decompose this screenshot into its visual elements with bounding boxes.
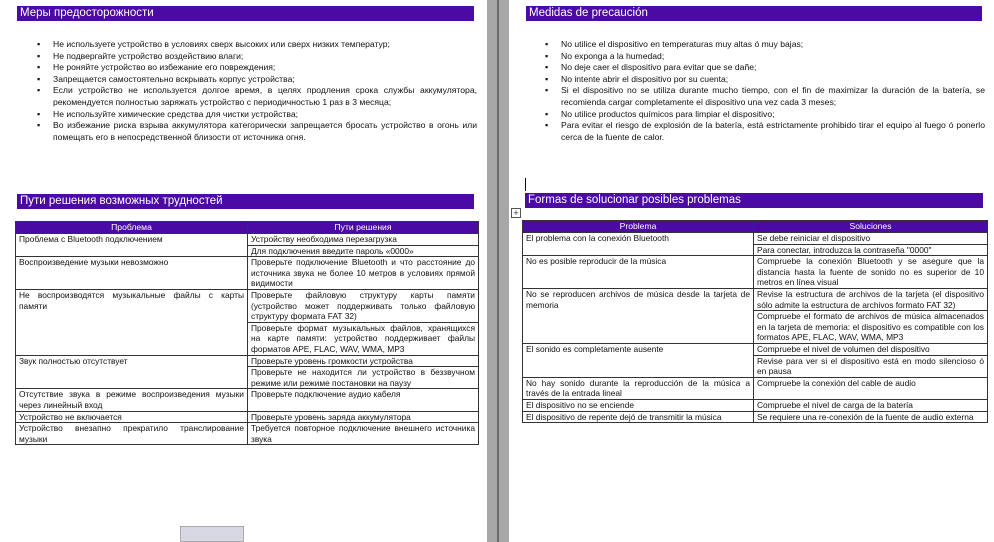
table-row — [16, 389, 479, 411]
problem-cell: Не воспроизводятся музыкальные файлы с карты памяти — [16, 289, 248, 355]
column-header-solutions: Soluciones — [754, 221, 988, 233]
problem-cell: El dispositivo no se enciende — [523, 399, 754, 411]
solution-cell: Compruebe el nivel de volumen del dispositivo — [754, 343, 988, 355]
solution-cell: Se requiere una re-conexión de la fuente de audio externa — [754, 411, 988, 423]
column-header-problem: Проблема — [16, 222, 248, 234]
solution-cell: Compruebe la conexión del cable de audio — [754, 377, 988, 399]
list-item: ▪ Не подвергайте устройство воздействию влаги; — [37, 51, 477, 63]
solution-cell: Проверьте подключение аудио кабеля — [248, 389, 479, 411]
table-row — [523, 343, 988, 355]
table-row — [16, 289, 479, 322]
precautions-list — [37, 39, 477, 143]
problem-cell: Устройство внезапно прекратило транслирование музыки — [16, 423, 248, 445]
table-row — [523, 399, 988, 411]
solution-cell: Проверьте уровень громкости устройства — [248, 355, 479, 367]
list-item: ▪ Если устройство не используется долгое время, в целях продления срока службы аккумулятора, рекомендуется полностью заряжать устройство с периодичностью 1 раз в 3 месяца; — [37, 85, 477, 108]
list-item: ▪ No deje caer el dispositivo para evitar que se dañe; — [545, 62, 985, 74]
problem-cell: Отсутствие звука в режиме воспроизведения музыки через линейный вход — [16, 389, 248, 411]
problem-cell: El sonido es completamente ausente — [523, 343, 754, 377]
list-item: ▪ No intente abrir el dispositivo por su cuenta; — [545, 74, 985, 86]
table-move-handle-icon[interactable]: + — [511, 208, 521, 218]
problem-cell: Устройство не включается — [16, 411, 248, 423]
solution-cell: Проверьте уровень заряда аккумулятора — [248, 411, 479, 423]
text-cursor — [525, 178, 526, 191]
list-item: ▪ Запрещается самостоятельно вскрывать корпус устройства; — [37, 74, 477, 86]
problem-cell: Проблема с Bluetooth подключением — [16, 234, 248, 257]
problem-cell: Воспроизведение музыки невозможно — [16, 257, 248, 290]
table-row — [523, 377, 988, 399]
solution-cell: Para conectar, introduzca la contraseña "0000" — [754, 244, 988, 256]
list-item: ▪ No exponga a la humedad; — [545, 51, 985, 63]
problem-cell: El problema con la conexión Bluetooth — [523, 233, 754, 256]
problem-cell: El dispositivo de repente dejó de transmitir la música — [523, 411, 754, 423]
solution-cell: Проверьте подключение Bluetooth и что расстояние до источника звука не более 10 метров в условиях прямой видимости — [248, 257, 479, 290]
table-row — [16, 234, 479, 246]
page-divider — [497, 0, 499, 542]
precautions-list — [545, 39, 985, 143]
table-row — [523, 411, 988, 423]
table-row — [16, 423, 479, 445]
column-header-problem: Problema — [523, 221, 754, 233]
solution-cell: Compruebe el nivel de carga de la batería — [754, 399, 988, 411]
solution-cell: Проверьте файловую структуру карты памяти (устройство может поддерживать только файловую структуру формата FAT 32) — [248, 289, 479, 322]
problem-cell: No hay sonido durante la reproducción de la música a través de la entrada lineal — [523, 377, 754, 399]
troubleshooting-table — [15, 221, 479, 445]
table-row — [16, 355, 479, 367]
table-row — [16, 257, 479, 290]
list-item: ▪ Не роняйте устройство во избежание его повреждения; — [37, 62, 477, 74]
solution-cell: Revise para ver si el dispositivo está en modo silencioso ó en pausa — [754, 355, 988, 377]
section-header-troubleshooting: Formas de solucionar posibles problemas — [525, 193, 983, 208]
section-header-precautions: Medidas de precaución — [526, 6, 982, 21]
section-header-precautions: Меры предосторожности — [17, 6, 474, 21]
solution-cell: Устройству необходима перезагрузка — [248, 234, 479, 246]
table-row — [523, 288, 988, 310]
list-item: ▪ Si el dispositivo no se utiliza durante mucho tiempo, con el fin de maximizar la duración de la batería, se recomienda cargar completamente el dispositivo una vez cada 3 meses; — [545, 85, 985, 108]
troubleshooting-table — [522, 220, 988, 423]
solution-cell: Compruebe el formato de archivos de música almacenados en la tarjeta de memoria: el dispositivo es compatible con los formatos APE, FLAC, WAV, WMA, MP3 — [754, 311, 988, 344]
table-row — [523, 233, 988, 245]
table-row — [16, 411, 479, 423]
list-item: ▪ Во избежание риска взрыва аккумулятора категорически запрещается бросать устройство в огонь или помещать его в непосредственной близости от источника огня. — [37, 120, 477, 143]
solution-cell: Compruebe la conexión Bluetooth y se asegure que la distancia hasta la fuente de sonido no es superior de 10 metros en línea visual — [754, 256, 988, 289]
list-item: ▪ Para evitar el riesgo de explosión de la batería, está estrictamente prohibido tirar el equipo al fuego ó ponerlo cerca de la fuente de calor. — [545, 120, 985, 143]
list-item: ▪ Не используйте химические средства для чистки устройства; — [37, 109, 477, 121]
section-header-troubleshooting: Пути решения возможных трудностей — [17, 194, 474, 209]
thumbnail-preview — [180, 526, 244, 542]
document-page-right — [509, 0, 994, 542]
problem-cell: No se reproducen archivos de música desde la tarjeta de memoria — [523, 288, 754, 343]
column-header-solutions: Пути решения — [248, 222, 479, 234]
solution-cell: Для подключения введите пароль «0000» — [248, 245, 479, 257]
solution-cell: Проверьте не находится ли устройство в беззвучном режиме или режиме постановки на паузу — [248, 367, 479, 389]
problem-cell: No es posible reproducir de la música — [523, 256, 754, 289]
list-item: ▪ No utilice productos químicos para limpiar el dispositivo; — [545, 109, 985, 121]
solution-cell: Требуется повторное подключение внешнего источника звука — [248, 423, 479, 445]
table-row — [523, 256, 988, 289]
problem-cell: Звук полностью отсутствует — [16, 355, 248, 389]
list-item: ▪ No utilice el dispositivo en temperaturas muy altas ó muy bajas; — [545, 39, 985, 51]
list-item: ▪ Не используете устройство в условиях сверх высоких или сверх низких температур; — [37, 39, 477, 51]
page-gap — [487, 0, 509, 542]
document-page-left — [0, 0, 487, 542]
solution-cell: Se debe reiniciar el dispositivo — [754, 233, 988, 245]
solution-cell: Revise la estructura de archivos de la tarjeta (el dispositivo sólo admite la estructura de archivos formato FAT 32) — [754, 288, 988, 310]
solution-cell: Проверьте формат музыкальных файлов, хранящихся на карте памяти: устройство поддерживает файлы форматов APE, FLAC, WAV, WMA, MP3 — [248, 322, 479, 355]
